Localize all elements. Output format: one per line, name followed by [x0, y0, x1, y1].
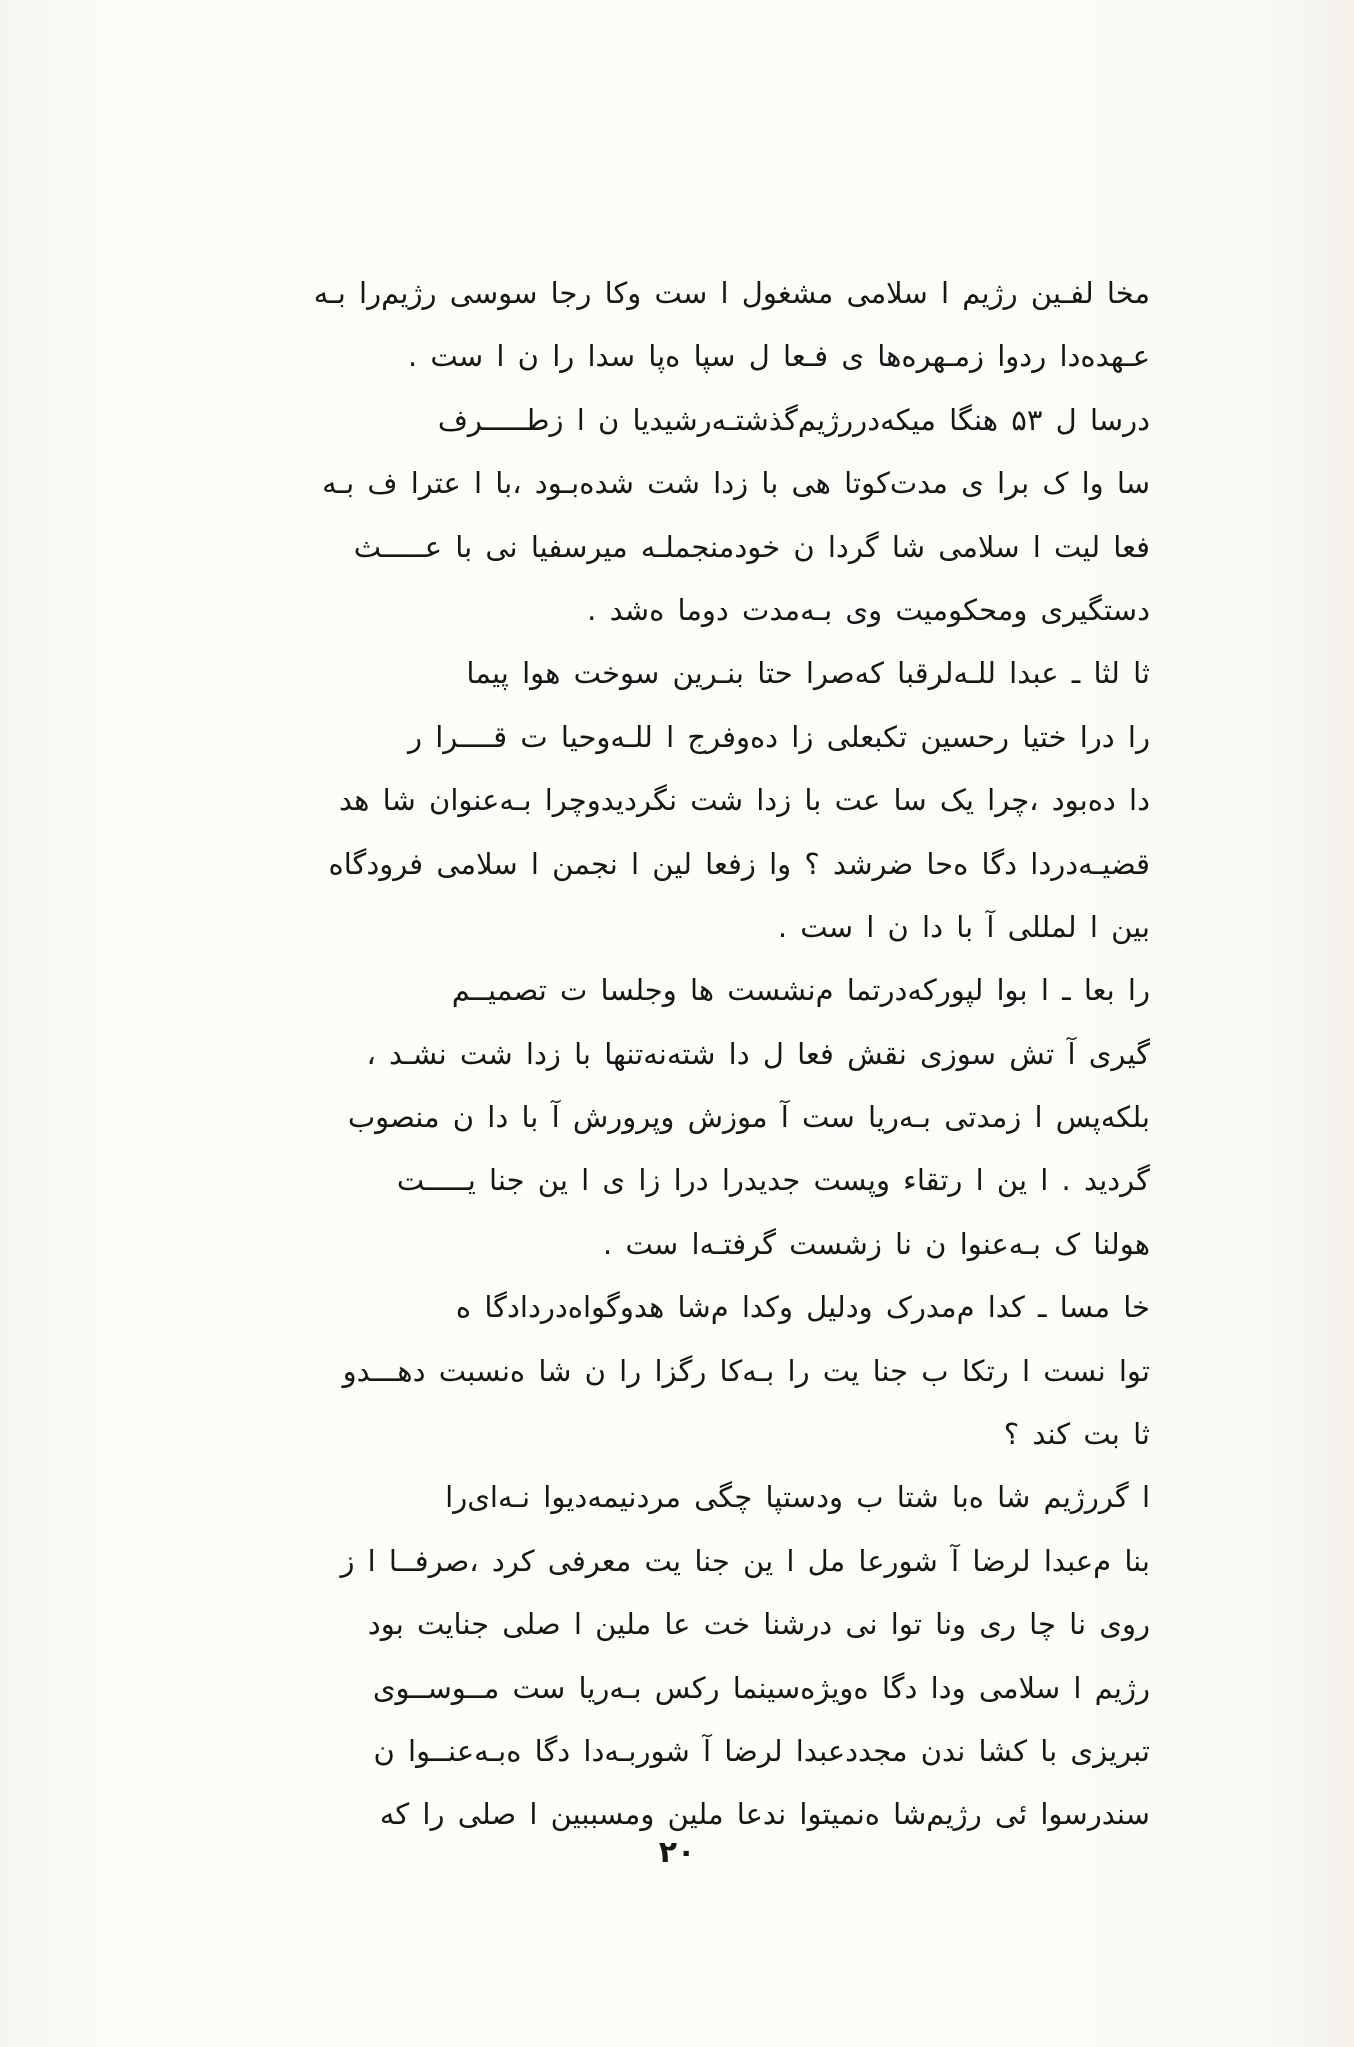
text-line: ا گررژیم شا ه‌با شتا ب ودستپا چگی مردنیمه‌دیوا نـه‌ای‌را: [445, 1480, 1150, 1515]
text-line: بلکه‌پس ا زمدتی بـه‌ریا ست آ موزش وپرورش آ با دا ن منصوب: [347, 1100, 1150, 1135]
text-line: قضیـه‌دردا دگا ه‌حا ضرشد ؟ وا زفعا لین ا نجمن ا سلامی فرودگاه: [328, 846, 1150, 881]
text-line: گیری آ تش سوزی نقش فعا ل دا شته‌نه‌تنها با زدا شت نشـد ،: [366, 1036, 1150, 1071]
page-number: ۲۰: [658, 1835, 696, 1870]
text-line: فعا لیت ا سلامی شا گردا ن خودمنجملـه میرسفیا نی با عـــــث: [353, 529, 1150, 564]
text-line: گردید . ا ین ا رتقاء وپست جدیدرا درا زا ی ا ین جنا یـــــت: [396, 1163, 1150, 1198]
text-line: عـهده‌دا ردوا زمـهره‌ها ی فـعا ل سپا ه‌پا سدا را ن ا ست .: [407, 339, 1150, 374]
text-line: ثا لثا ـ عبدا للـه‌لرقبا که‌صرا حتا بنـرین سوخت هوا پیما: [466, 656, 1150, 691]
text-line: توا نست ا رتکا ب جنا یت را بـه‌کا رگزا را ن شا ه‌نسبت دهـــدو: [342, 1353, 1150, 1388]
text-line: را بعا ـ ا بوا لپورکه‌درتما م‌نشست ها وجلسا ت تصمیــم: [451, 973, 1150, 1008]
text-line: دا ده‌بود ،چرا یک سا عت با زدا شت نگردیدوچرا بـه‌عنوان شا هد: [338, 783, 1150, 818]
text-line: سا وا ک برا ی مدت‌کوتا هی با زدا شت شده‌بـود ،با ا عترا ف بـه: [322, 466, 1150, 501]
text-line: خا مسا ـ کدا م‌مدرک ودلیل وکدا م‌شا هدوگواه‌دردادگا ه: [455, 1290, 1150, 1325]
text-line: ثا بت کند ؟: [1003, 1417, 1150, 1452]
text-line: بین ا لمللی آ با دا ن ا ست .: [777, 909, 1150, 944]
text-line: روی نا چا ری ونا توا نی درشنا خت عا ملین ا صلی جنایت بود: [367, 1607, 1150, 1642]
text-line: دستگیری ومحکومیت وی بـه‌مدت دوما ه‌شد .: [587, 592, 1150, 627]
text-line: سندرسوا ئی رژیم‌شا ه‌نمیتوا ندعا ملین ومسببین ا صلی را که: [379, 1797, 1150, 1832]
text-line: مخا لفـین رژیم ا سلامی مشغول ا ست وکا رجا سوسی رژیم‌را بـه: [313, 276, 1150, 310]
text-line: بنا م‌عبدا لرضا آ شورعا مل ا ین جنا یت معرفی کرد ،صرفــا ا ز: [340, 1543, 1150, 1578]
body-text: [165, 262, 1150, 1847]
text-line: رژیم ا سلامی ودا دگا ه‌ویژه‌سینما رکس بـه‌ریا ست مــوســوی: [372, 1670, 1150, 1705]
text-line: درسا ل ۵۳ هنگا میکه‌دررژیم‌گذشتـه‌رشیدیا ن ا زطـــــرف: [437, 402, 1150, 437]
text-line: هولنا ک بـه‌عنوا ن نا زشست گرفتـه‌ا ست .: [603, 1226, 1150, 1261]
text-line: تبریزی با کشا ندن مجددعبدا لرضا آ شوربـه‌دا دگا ه‌بـه‌عنــوا ن: [373, 1733, 1150, 1768]
text-line: را درا ختیا رحسین تکبعلی زا ده‌وفرج ا للـه‌وحیا ت قــــرا ر: [408, 719, 1150, 754]
